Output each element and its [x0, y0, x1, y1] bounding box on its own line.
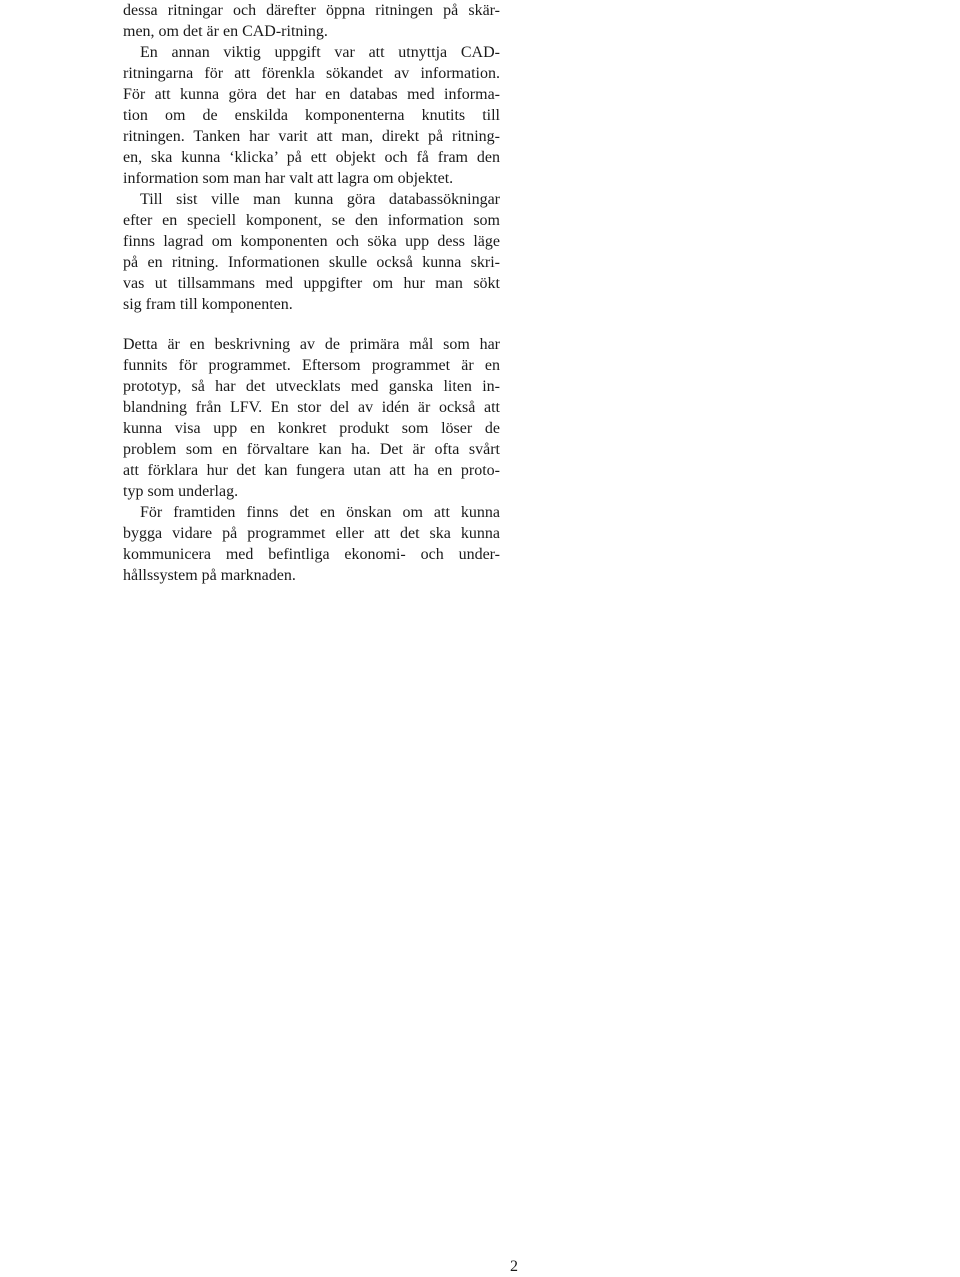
text-line: blandning från LFV. En stor del av idén är också att	[123, 399, 500, 416]
text-line: en, ska kunna ‘klicka’ på ett objekt och få fram den	[123, 149, 500, 166]
text-line: efter en speciell komponent, se den information som	[123, 212, 500, 229]
text-line: att förklara hur det kan fungera utan att ha en proto-	[123, 462, 500, 479]
text-line: funnits för programmet. Eftersom programmet är en	[123, 357, 500, 374]
paragraph-2	[123, 42, 500, 189]
text-line: på en ritning. Informationen skulle också kunna skri-	[123, 254, 500, 271]
page-number: 2	[510, 1258, 518, 1275]
text-line: prototyp, så har det utvecklats med ganska liten in-	[123, 378, 500, 395]
text-line: En annan viktig uppgift var att utnyttja CAD-	[140, 44, 500, 61]
paragraph-1	[123, 0, 500, 42]
text-line: finns lagrad om komponenten och söka upp dess läge	[123, 233, 500, 250]
text-line: information som man har valt att lagra om objektet.	[123, 170, 454, 187]
text-line: tion om de enskilda komponenterna knutits till	[123, 107, 500, 124]
text-line: ritningen. Tanken har varit att man, direkt på ritning-	[123, 128, 500, 145]
text-line: kunna visa upp en konkret produkt som löser de	[123, 420, 500, 437]
paragraph-5	[123, 502, 500, 586]
paragraph-3	[123, 189, 500, 315]
text-line: sig fram till komponenten.	[123, 296, 293, 313]
paragraph-4	[123, 334, 500, 502]
text-line: För att kunna göra det har en databas med informa-	[123, 86, 500, 103]
text-line: bygga vidare på programmet eller att det ska kunna	[123, 525, 500, 542]
text-line: Detta är en beskrivning av de primära mål som har	[123, 336, 500, 353]
text-line: kommunicera med befintliga ekonomi- och under-	[123, 546, 500, 563]
text-line: problem som en förvaltare kan ha. Det är ofta svårt	[123, 441, 500, 458]
text-line: vas ut tillsammans med uppgifter om hur man sökt	[123, 275, 500, 292]
text-line: typ som underlag.	[123, 483, 239, 500]
text-column	[123, 0, 500, 586]
text-line: men, om det är en CAD-ritning.	[123, 23, 328, 40]
text-line: dessa ritningar och därefter öppna ritningen på skär-	[123, 2, 500, 19]
text-line: ritningarna för att förenkla sökandet av information.	[123, 65, 500, 82]
paragraph-gap	[123, 315, 500, 334]
text-line: hållssystem på marknaden.	[123, 567, 296, 584]
text-line: För framtiden finns det en önskan om att kunna	[140, 504, 500, 521]
text-line: Till sist ville man kunna göra databassökningar	[140, 191, 500, 208]
